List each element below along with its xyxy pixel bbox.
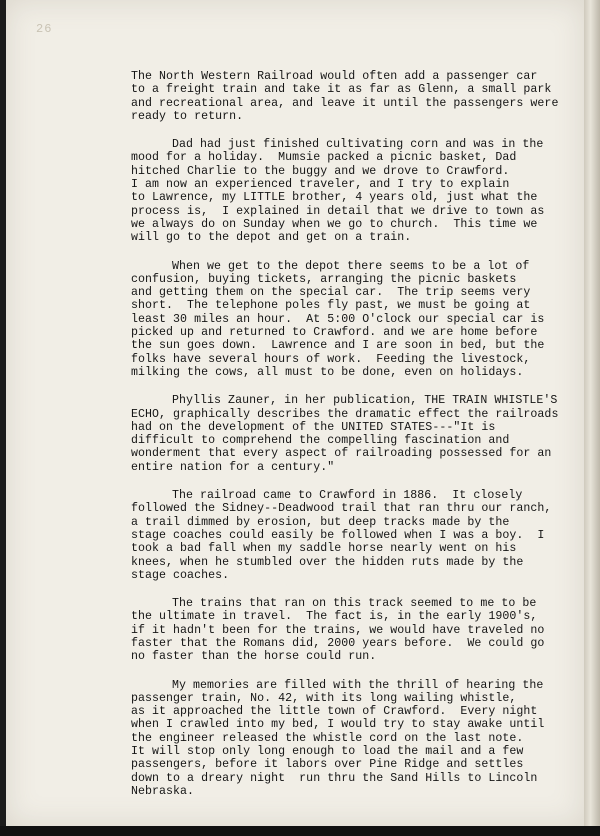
page-number: 26	[36, 22, 53, 36]
text-line: folks have several hours of work. Feeding the livestock,	[131, 352, 531, 366]
text-line: ECHO, graphically describes the dramatic effect the railroads	[131, 407, 559, 421]
text-line: The trains that ran on this track seemed to me to be	[172, 597, 537, 611]
text-line: if it hadn't been for the trains, we would have traveled no	[131, 623, 545, 637]
text-line: Nebraska.	[131, 784, 195, 798]
text-line: The North Western Railroad would often add a passenger car	[131, 70, 538, 83]
text-line: down to a dreary night run thru the Sand Hills to Lincoln	[131, 771, 538, 785]
text-line: as it approached the little town of Crawford. Every night	[131, 705, 538, 719]
paragraph	[131, 394, 571, 474]
paragraph	[131, 138, 571, 244]
text-line: least 30 miles an hour. At 5:00 O'clock our special car is	[131, 312, 545, 326]
text-line: the ultimate in travel. The fact is, in the early 1900's,	[131, 610, 538, 624]
text-line: difficult to comprehend the compelling fascination and	[131, 434, 510, 448]
text-line: The railroad came to Crawford in 1886. It closely	[172, 489, 523, 503]
text-line: the sun goes down. Lawrence and I are soon in bed, but the	[131, 339, 545, 353]
text-line: stage coaches.	[131, 568, 230, 582]
text-line: Dad had just finished cultivating corn and was in the	[172, 138, 544, 152]
text-line: process is, I explained in detail that we drive to town as	[131, 204, 545, 218]
text-line: passengers, before it labors over Pine Ridge and settles	[131, 758, 524, 772]
paragraph	[131, 70, 571, 123]
text-line: took a bad fall when my saddle horse nearly went on his	[131, 542, 517, 556]
text-line: picked up and returned to Crawford. and we are home before	[131, 326, 538, 340]
text-line: a trail dimmed by erosion, but deep tracks made by the	[131, 515, 510, 529]
text-line: mood for a holiday. Mumsie packed a picnic basket, Dad	[131, 151, 517, 165]
text-line: hitched Charlie to the buggy and we drove to Crawford.	[131, 164, 510, 178]
text-line: My memories are filled with the thrill of hearing the	[172, 678, 544, 692]
paragraph	[131, 597, 571, 663]
text-line: passenger train, No. 42, with its long wailing whistle,	[131, 691, 517, 705]
text-line: we always do on Sunday when we go to church. This time we	[131, 217, 538, 231]
text-line: wonderment that every aspect of railroading possessed for an	[131, 447, 552, 461]
text-line: Phyllis Zauner, in her publication, THE TRAIN WHISTLE'S	[172, 394, 558, 408]
text-line: no faster than the horse could run.	[131, 650, 377, 664]
text-line: the engineer released the whistle cord on the last note.	[131, 731, 524, 745]
text-line: milking the cows, all must to be done, even on holidays.	[131, 365, 524, 379]
text-line: will go to the depot and get on a train.	[131, 231, 412, 245]
text-line: and getting them on the special car. The trip seems very	[131, 286, 531, 300]
text-line: entire nation for a century."	[131, 460, 335, 474]
page-edge	[584, 0, 600, 836]
text-line: followed the Sidney--Deadwood trail that ran thru our ranch,	[131, 502, 552, 516]
text-line: ready to return.	[131, 109, 244, 123]
paragraph	[131, 260, 571, 380]
text-line: It will stop only long enough to load the mail and a few	[131, 745, 524, 759]
text-line: to Lawrence, my LITTLE brother, 4 years old, just what the	[131, 191, 538, 205]
text-line: stage coaches could easily be followed when I was a boy. I	[131, 528, 545, 542]
text-line: When we get to the depot there seems to be a lot of	[172, 259, 530, 273]
paragraph	[131, 489, 571, 582]
scan-border	[0, 826, 600, 836]
text-line: when I crawled into my bed, I would try to stay awake until	[131, 718, 545, 732]
text-line: had on the development of the UNITED STATES---"It is	[131, 420, 496, 434]
paragraph	[131, 679, 571, 799]
text-line: to a freight train and take it as far as Glenn, a small park	[131, 83, 552, 97]
text-line: confusion, buying tickets, arranging the picnic baskets	[131, 272, 517, 286]
text-line: knees, when he stumbled over the hidden ruts made by the	[131, 555, 524, 569]
body-text	[131, 70, 571, 813]
text-line: faster that the Romans did, 2000 years before. We could go	[131, 636, 545, 650]
text-line: I am now an experienced traveler, and I try to explain	[131, 178, 510, 192]
text-line: and recreational area, and leave it until the passengers were	[131, 96, 559, 110]
text-line: short. The telephone poles fly past, we must be going at	[131, 299, 531, 313]
